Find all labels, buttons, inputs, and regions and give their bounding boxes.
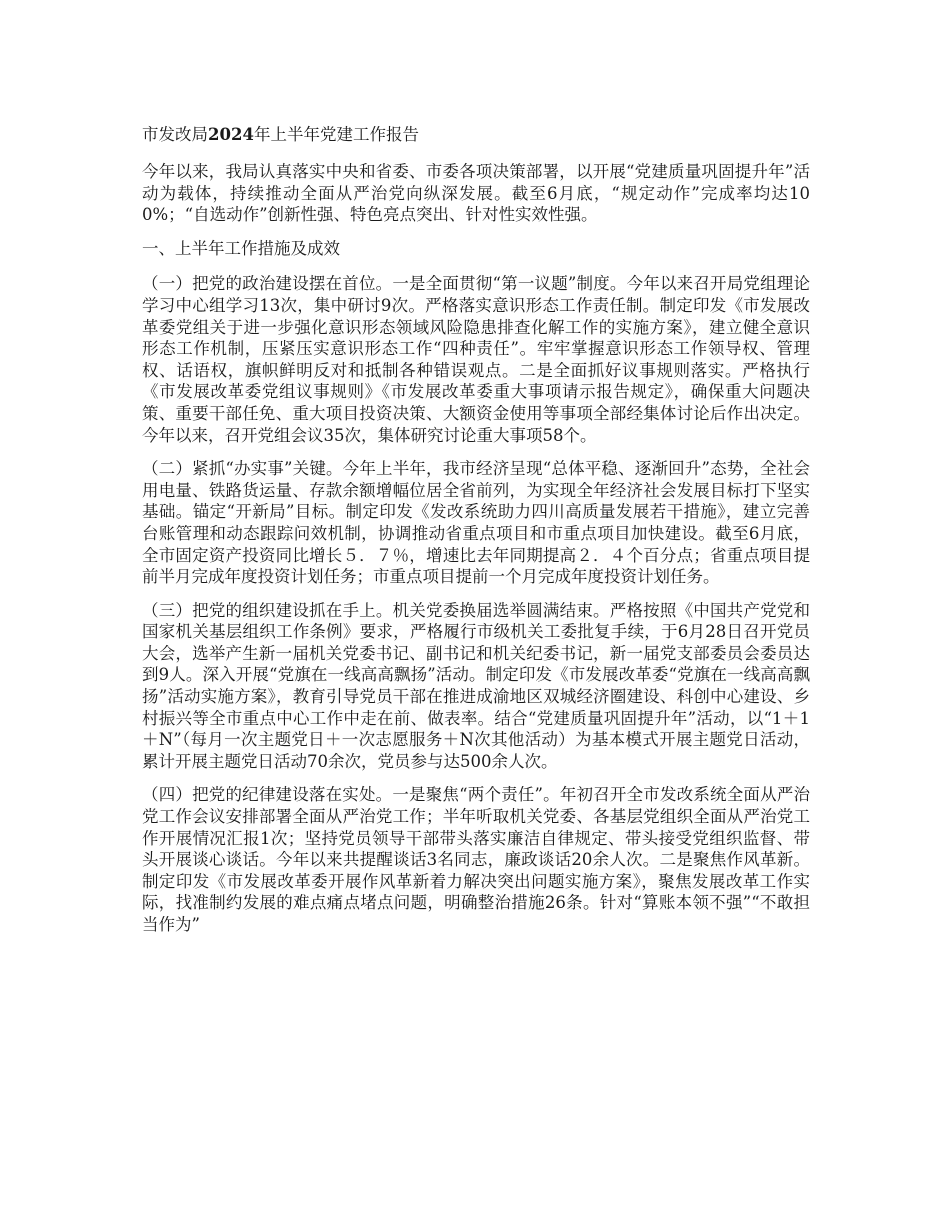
document-page bbox=[142, 124, 810, 948]
section-heading: 一、上半年工作措施及成效 bbox=[142, 238, 340, 258]
paragraph-organization-building: （三）把党的组织建设抓在手上。机关党委换届选举圆满结束。严格按照《中国共产党党和国家机关基层组织工作条例》要求，严格履行市级机关工委批复手续，于6月28日召开党员大会，选举产生新一届机关党委书记、副书记和机关纪委书记，新一届党支部委员会委员达到9人。深入开展“党旗在一线高高飘扬”活动。制定印发《市发展改革委“党旗在一线高高飘扬”活动实施方案》，教育引导党员干部在推进成渝地区双城经济圈建设、科创中心建设、乡村振兴等全市重点中心工作中走在前、做表率。结合“党建质量巩固提升年”活动，以“1＋1＋N”（每月一次主题党日＋一次志愿服务＋N次其他活动）为基本模式开展主题党日活动，累计开展主题党日活动70余次，党员参与达500余人次。 bbox=[142, 600, 810, 771]
title-suffix: 年上半年党建工作报告 bbox=[253, 125, 419, 144]
title-prefix: 市发改局 bbox=[142, 125, 208, 144]
paragraph-discipline-building: （四）把党的纪律建设落在实处。一是聚焦“两个责任”。年初召开全市发改系统全面从严治党工作会议安排部署全面从严治党工作；半年听取机关党委、各基层党组织全面从严治党工作开展情况汇报1次；坚持党员领导干部带头落实廉洁自律规定、带头接受党组织监督、带头开展谈心谈话。今年以来共提醒谈话3名同志，廉政谈话20余人次。二是聚焦作风革新。制定印发《市发展改革委开展作风革新着力解决突出问题实施方案》，聚焦发展改革工作实际，找准制约发展的难点痛点堵点问题，明确整治措施26条。针对“算账本领不强”“不敢担当作为” bbox=[142, 785, 810, 934]
title-year: 2024 bbox=[208, 125, 254, 144]
paragraph-practical-work: （二）紧抓“办实事”关键。今年上半年，我市经济呈现“总体平稳、逐渐回升”态势，全社会用电量、铁路货运量、存款余额增幅位居全省前列，为实现全年经济社会发展目标打下坚实基础。锚定“开新局”目标。制定印发《发改系统助力四川高质量发展若干措施》，建立完善台账管理和动态跟踪问效机制，协调推动省重点项目和市重点项目加快建设。截至6月底，全市固定资产投资同比增长５．７％，增速比去年同期提高２．４个百分点；省重点项目提前半月完成年度投资计划任务；市重点项目提前一个月完成年度投资计划任务。 bbox=[142, 459, 810, 587]
intro-paragraph: 今年以来，我局认真落实中央和省委、市委各项决策部署，以开展“党建质量巩固提升年”活动为载体，持续推动全面从严治党向纵深发展。截至6月底，“规定动作”完成率均达100%；“自选动作”创新性强、特色亮点突出、针对性实效性强。 bbox=[142, 162, 810, 225]
document-title bbox=[142, 124, 810, 146]
paragraph-political-building: （一）把党的政治建设摆在首位。一是全面贯彻“第一议题”制度。今年以来召开局党组理论学习中心组学习13次，集中研讨9次。严格落实意识形态工作责任制。制定印发《市发展改革委党组关于进一步强化意识形态领域风险隐患排查化解工作的实施方案》，建立健全意识形态工作机制，压紧压实意识形态工作“四种责任”。牢牢掌握意识形态工作领导权、管理权、话语权，旗帜鲜明反对和抵制各种错误观点。二是全面抓好议事规则落实。严格执行《市发展改革委党组议事规则》《市发展改革委重大事项请示报告规定》，确保重大问题决策、重要干部任免、重大项目投资决策、大额资金使用等事项全部经集体讨论后作出决定。今年以来，召开党组会议35次，集体研究讨论重大事项58个。 bbox=[142, 274, 810, 445]
